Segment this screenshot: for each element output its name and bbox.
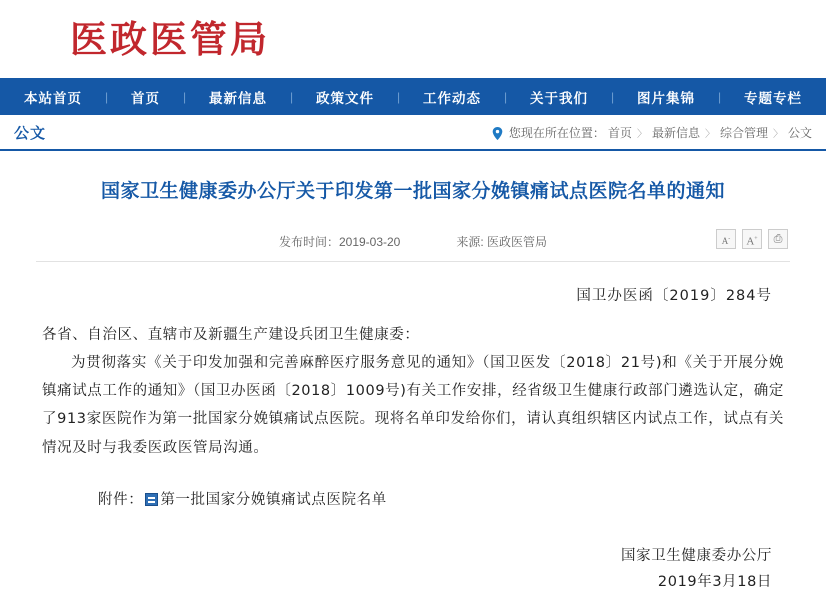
document-number: 国卫办医函〔2019〕284号	[576, 287, 772, 304]
nav-separator: |	[182, 89, 187, 104]
breadcrumb-link-news[interactable]: 最新信息	[651, 125, 700, 140]
nav-item-gywm[interactable]: 关于我们	[530, 90, 588, 106]
attachment-file-icon	[145, 493, 158, 506]
main-navigation	[0, 78, 826, 115]
location-pin-icon	[492, 127, 503, 140]
breadcrumb-link-general[interactable]: 综合管理	[719, 125, 768, 140]
nav-item-zcwj[interactable]: 政策文件	[316, 90, 374, 106]
signature-date: 2019年3月18日	[657, 574, 772, 591]
nav-item-ztzl[interactable]: 专题专栏	[744, 90, 802, 106]
site-header	[0, 0, 826, 78]
attachment-link[interactable]: 第一批国家分娩镇痛试点医院名单	[160, 491, 387, 508]
breadcrumb	[0, 115, 826, 151]
page-title: 国家卫生健康委办公厅关于印发第一批国家分娩镇痛试点医院名单的通知	[100, 180, 725, 202]
paragraph-salutation: 各省、自治区、直辖市及新疆生产建设兵团卫生健康委：	[42, 326, 420, 343]
nav-separator: |	[396, 89, 401, 104]
breadcrumb-arrow-icon: 〉	[704, 128, 715, 140]
nav-item-bzsy[interactable]: 本站首页	[24, 90, 82, 106]
breadcrumb-arrow-icon: 〉	[772, 128, 783, 140]
attachment-label: 附件：	[98, 491, 144, 508]
paragraph-main: 为贯彻落实《关于印发加强和完善麻醉医疗服务意见的通知》（国卫医发〔2018〕21号)和《关于开展分娩镇痛试点工作的通知》（国卫办医函〔2018〕1009号)有关工作安排，经省级卫生健康行政部门遴选认定，确定了913家医院作为第一批国家分娩镇痛试点医院。现将名单印发给你们，请认真组织辖区内试点工作，试点有关情况及时与我委医政医管局沟通。	[42, 354, 785, 456]
font-decrease-button[interactable]: A-	[716, 229, 736, 249]
breadcrumb-trail	[492, 124, 812, 141]
breadcrumb-prefix: 您现在所在位置：	[508, 125, 605, 140]
print-icon[interactable]: ⎙	[768, 229, 788, 249]
article-source: 来源: 医政医管局	[456, 235, 548, 250]
breadcrumb-arrow-icon: 〉	[636, 128, 647, 140]
article-body	[36, 321, 790, 462]
article-signature	[36, 543, 790, 595]
nav-item-gzdt[interactable]: 工作动态	[423, 90, 481, 106]
breadcrumb-link-home[interactable]: 首页	[607, 125, 632, 140]
article-meta	[36, 227, 790, 257]
meta-divider	[36, 261, 790, 262]
nav-separator: |	[289, 89, 294, 104]
breadcrumb-current: 公文	[787, 125, 812, 140]
nav-separator: |	[717, 89, 722, 104]
font-increase-sup: +	[754, 235, 758, 242]
section-title: 公文	[14, 124, 47, 142]
font-decrease-sup: -	[728, 235, 731, 242]
nav-item-sy[interactable]: 首页	[131, 90, 160, 106]
nav-separator: |	[104, 89, 109, 104]
attachment-row	[36, 488, 790, 509]
publish-time: 发布时间：2019-03-20	[278, 235, 401, 250]
article-tools	[716, 229, 788, 249]
signature-org: 国家卫生健康委办公厅	[621, 547, 772, 564]
nav-inner	[0, 87, 826, 107]
nav-item-zxxx[interactable]: 最新信息	[209, 90, 267, 106]
article	[0, 178, 826, 595]
nav-item-tpjj[interactable]: 图片集锦	[637, 90, 695, 106]
font-increase-button[interactable]: A+	[742, 229, 762, 249]
nav-separator: |	[503, 89, 508, 104]
site-logo: 医政医管局	[70, 17, 270, 61]
nav-separator: |	[610, 89, 615, 104]
